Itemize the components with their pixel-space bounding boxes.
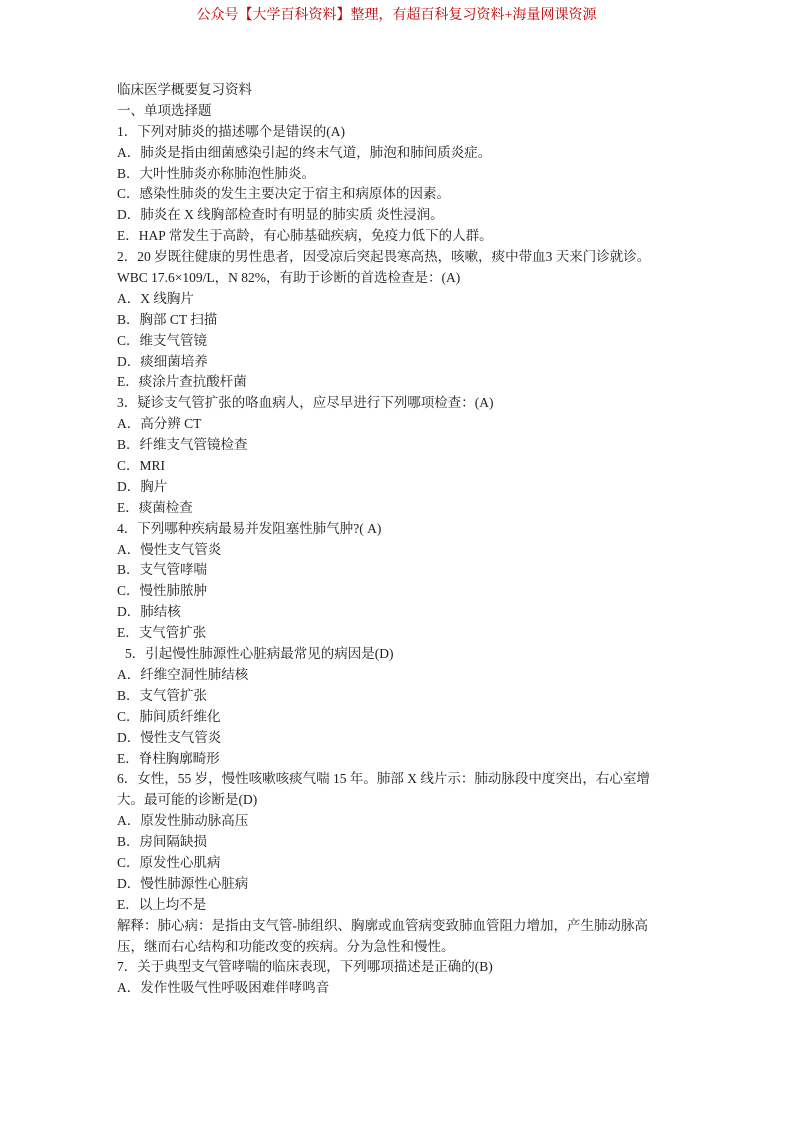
document-line: 大。最可能的诊断是(D) [117, 792, 258, 808]
document-line: C．感染性肺炎的发生主要决定于宿主和病原体的因素。 [117, 186, 451, 202]
document-line: E．支气管扩张 [117, 625, 207, 641]
document-line: 6．女性，55 岁，慢性咳嗽咳痰气喘 15 年。肺部 X 线片示：肺动脉段中度突出，右心室增 [117, 771, 650, 787]
document-line: D．胸片 [117, 478, 168, 494]
document-line: C．原发性心肌病 [117, 854, 221, 870]
document-line: 一、单项选择题 [117, 102, 212, 118]
document-line: B．胸部 CT 扫描 [117, 311, 218, 327]
document-line: WBC 17.6×109/L，N 82%，有助于诊断的首选检查是：(A) [117, 270, 461, 286]
document-line: C．慢性肺脓肿 [117, 583, 208, 599]
page-header-banner: 公众号【大学百科资料】整理，有超百科复习资料+海量网课资源 [196, 8, 597, 23]
document-line: B．纤维支气管镜检查 [117, 437, 248, 453]
document-line: 解释：肺心病：是指由支气管-肺组织、胸廓或血管病变致肺血管阻力增加，产生肺动脉高 [117, 917, 648, 933]
document-line: 5．引起慢性肺源性心脏病最常见的病因是(D) [125, 646, 394, 662]
document-line: 4．下列哪种疾病最易并发阻塞性肺气肿?( A) [117, 520, 382, 536]
document-line: E．痰菌检查 [117, 499, 193, 515]
document-line: A．X 线胸片 [117, 290, 194, 306]
document-line: 3．疑诊支气管扩张的咯血病人，应尽早进行下列哪项检查：(A) [117, 395, 494, 411]
document-line: D．肺炎在 X 线胸部检查时有明显的肺实质 炎性浸润。 [117, 207, 444, 223]
document-line: C．肺间质纤维化 [117, 708, 221, 724]
document-line: B．房间隔缺损 [117, 834, 208, 850]
document-line: A．高分辨 CT [117, 416, 202, 432]
document-line: A．发作性吸气性呼吸困难伴哮鸣音 [117, 980, 330, 996]
document-line: B．支气管扩张 [117, 687, 208, 703]
document-line: 临床医学概要复习资料 [117, 82, 252, 97]
document-line: D．慢性支气管炎 [117, 729, 222, 745]
document-line: 7．关于典型支气管哮喘的临床表现，下列哪项描述是正确的(B) [117, 959, 493, 975]
document-line: 压，继而右心结构和功能改变的疾病。分为急性和慢性。 [117, 938, 455, 954]
document-line: E．痰涂片查抗酸杆菌 [117, 374, 247, 390]
document-line: 2．20 岁既往健康的男性患者，因受凉后突起畏寒高热，咳嗽，痰中带血3 天来门诊就诊。 [117, 249, 651, 265]
document-line: E．以上均不是 [117, 896, 207, 912]
document-line: B．大叶性肺炎亦称肺泡性肺炎。 [117, 165, 316, 181]
document-line: E．HAP 常发生于高龄，有心肺基础疾病，免疫力低下的人群。 [117, 228, 493, 244]
document-line: D．慢性肺源性心脏病 [117, 875, 249, 891]
document-line: E．脊柱胸廓畸形 [117, 750, 220, 766]
document-line: D．肺结核 [117, 604, 181, 620]
document-line: 1．下列对肺炎的描述哪个是错误的(A) [117, 123, 345, 139]
document-line: C．维支气管镜 [117, 332, 208, 348]
document-line: C．MRI [117, 458, 166, 474]
document-body [117, 80, 683, 999]
document-line: A．慢性支气管炎 [117, 541, 222, 557]
document-line: A．纤维空洞性肺结核 [117, 666, 249, 682]
document-line: A．肺炎是指由细菌感染引起的终末气道，肺泡和肺间质炎症。 [117, 144, 492, 160]
document-line: D．痰细菌培养 [117, 353, 208, 369]
document-line: B．支气管哮喘 [117, 562, 208, 578]
document-line: A．原发性肺动脉高压 [117, 813, 249, 829]
